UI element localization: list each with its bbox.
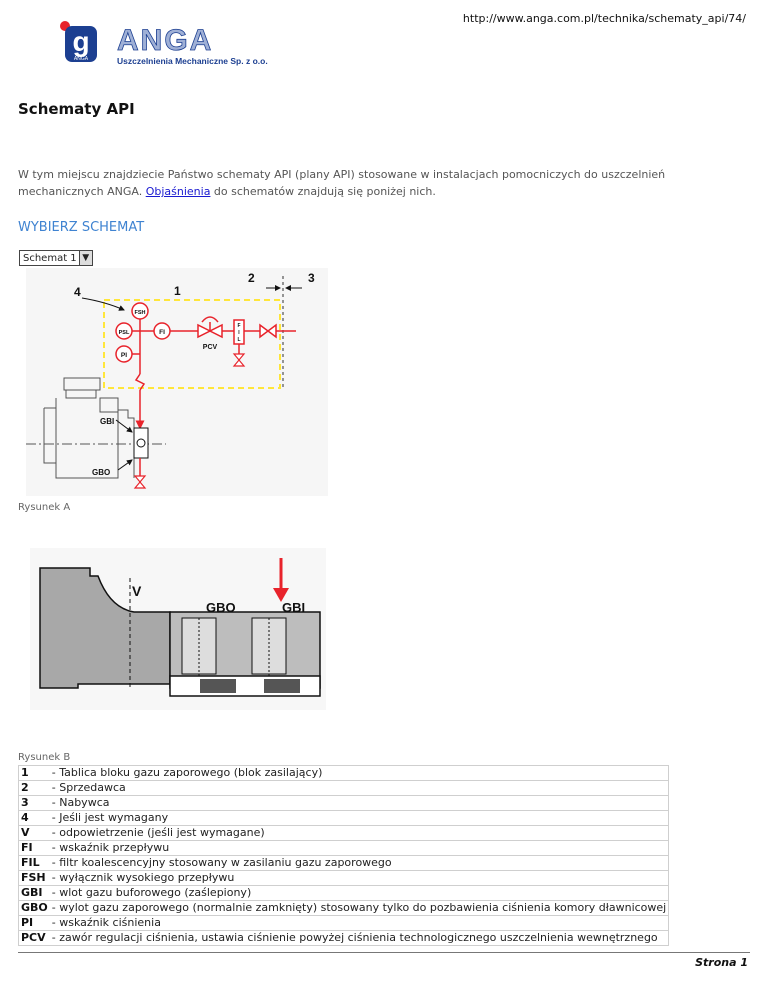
- legend-code: FSH: [19, 871, 50, 886]
- gbi-label-b: GBI: [282, 600, 306, 615]
- v-label: V: [132, 583, 142, 599]
- legend-description: - odpowietrzenie (jeśli jest wymagane): [50, 826, 669, 841]
- fsh-label: FSH: [134, 310, 146, 316]
- logo-mark-small: ANGA: [73, 56, 89, 62]
- legend-row: [19, 931, 669, 946]
- legend-code: FI: [19, 841, 50, 856]
- intro-after: do schematów znajdują się poniżej nich.: [210, 185, 436, 198]
- gbo-label: GBO: [92, 468, 111, 477]
- seal-ring-left: [200, 679, 236, 693]
- legend-code: PCV: [19, 931, 50, 946]
- choose-scheme-heading: WYBIERZ SCHEMAT: [18, 220, 145, 235]
- legend-code: 4: [19, 811, 50, 826]
- legend-code: V: [19, 826, 50, 841]
- label-1: 1: [174, 284, 181, 298]
- legend-code: 1: [19, 766, 50, 781]
- intro-text: [18, 166, 718, 200]
- logo-subtitle: Uszczelnienia Mechaniczne Sp. z o.o.: [117, 56, 268, 66]
- fil-f: F: [237, 323, 241, 329]
- legend-code: GBI: [19, 886, 50, 901]
- gbi-label: GBI: [100, 417, 115, 426]
- anga-logo: [55, 18, 285, 68]
- page-url: http://www.anga.com.pl/technika/schematy_api/74/: [462, 12, 746, 25]
- legend-code: PI: [19, 916, 50, 931]
- legend-description: - Tablica bloku gazu zaporowego (blok zasilający): [50, 766, 669, 781]
- legend-description: - wskaźnik przepływu: [50, 841, 669, 856]
- legend-description: - zawór regulacji ciśnienia, ustawia ciśnienie powyżej ciśnienia technologicznego uszczelnienia wewnętrznego: [50, 931, 669, 946]
- legend-description: - Nabywca: [50, 796, 669, 811]
- intro-before: W tym miejscu znajdziecie Państwo schematy API (plany API) stosowane w instalacjach pomocniczych do uszczelnień mechanicznych ANGA.: [18, 168, 666, 198]
- legend-row: [19, 856, 669, 871]
- seal-gland: [134, 428, 148, 458]
- legend-row: [19, 826, 669, 841]
- legend-row: [19, 766, 669, 781]
- caption-a: Rysunek A: [18, 502, 71, 513]
- legend-code: 2: [19, 781, 50, 796]
- footer-divider: [18, 952, 750, 953]
- page-title: Schematy API: [18, 100, 135, 118]
- legend-code: 3: [19, 796, 50, 811]
- caption-b: Rysunek B: [18, 752, 71, 763]
- legend-row: [19, 901, 669, 916]
- label-3: 3: [308, 271, 315, 285]
- legend-row: [19, 886, 669, 901]
- label-2: 2: [248, 271, 255, 285]
- pcv-label: PCV: [202, 344, 218, 351]
- seal-ring-right: [264, 679, 300, 693]
- page-number: Strona 1: [695, 956, 748, 969]
- psl-label: PSL: [118, 330, 130, 336]
- fi-label: FI: [159, 329, 165, 336]
- label-4: 4: [74, 285, 81, 299]
- legend-row: [19, 871, 669, 886]
- legend-description: - wlot gazu buforowego (zaślepiony): [50, 886, 669, 901]
- legend-table: [18, 765, 669, 946]
- legend-description: - wylot gazu zaporowego (normalnie zamknięty) stosowany tylko do pozbawienia ciśnienia komory dławnicowej: [50, 901, 669, 916]
- legend-row: [19, 796, 669, 811]
- scheme-select-value: Schemat 1: [23, 252, 77, 264]
- legend-row: [19, 811, 669, 826]
- legend-description: - filtr koalescencyjny stosowany w zasilaniu gazu zaporowego: [50, 856, 669, 871]
- legend-code: GBO: [19, 901, 50, 916]
- logo-name: ANGA: [117, 24, 214, 57]
- figure-a-diagram: [26, 268, 328, 496]
- legend-row: [19, 841, 669, 856]
- scheme-select[interactable]: [19, 250, 93, 266]
- legend-description: - Jeśli jest wymagany: [50, 811, 669, 826]
- fil-l: L: [237, 337, 241, 343]
- legend-row: [19, 781, 669, 796]
- logo-mark-letter: g: [72, 26, 90, 57]
- triangle-down-icon[interactable]: ▼: [79, 251, 92, 265]
- legend-code: FIL: [19, 856, 50, 871]
- legend-row: [19, 916, 669, 931]
- legend-description: - wyłącznik wysokiego przepływu: [50, 871, 669, 886]
- pi-label: PI: [120, 352, 128, 359]
- gbo-label-b: GBO: [206, 600, 236, 615]
- instrument-fsh: [132, 303, 148, 319]
- explanations-link[interactable]: Objaśnienia: [145, 185, 211, 198]
- figure-b-diagram: [30, 548, 326, 710]
- legend-description: - wskaźnik ciśnienia: [50, 916, 669, 931]
- instrument-fi: [154, 323, 170, 339]
- legend-description: - Sprzedawca: [50, 781, 669, 796]
- fil-i: I: [238, 330, 240, 336]
